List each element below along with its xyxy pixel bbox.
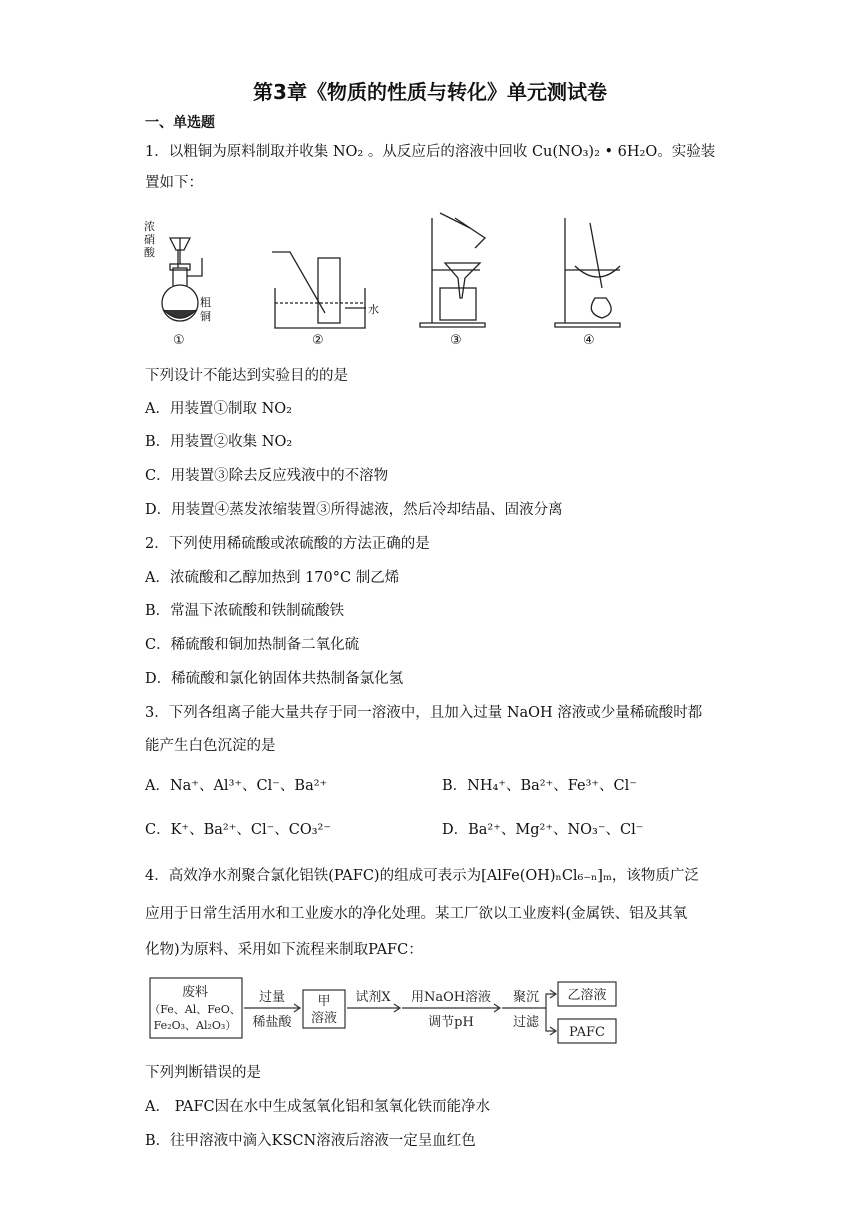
step4-bottom: 过滤 (512, 1015, 540, 1030)
q1-option-c: C．用装置③除去反应残液中的不溶物 (145, 468, 389, 484)
q4-formula: [AlFe(OH)ₙCl₆₋ₙ]ₘ (481, 868, 612, 884)
q4-stem-line1 (145, 866, 699, 886)
arrow-4b (546, 1008, 556, 1035)
step1-top: 过量 (258, 990, 286, 1005)
section-heading: 一、单选题 (145, 115, 215, 131)
q2-stem: 2．下列使用稀硫酸或浓硫酸的方法正确的是 (145, 536, 430, 552)
q2-option-b: B．常温下浓硫酸和铁制硫酸铁 (145, 603, 345, 619)
copper-label-1: 粗 (200, 296, 211, 309)
q4-stem-post: ，该物质广泛 (611, 868, 699, 884)
q3-stem-line1: 3．下列各组离子能大量共存于同一溶液中，且加入过量 NaOH 溶液或少量稀硫酸时都 (145, 705, 703, 721)
step3-top: 用NaOH溶液 (410, 990, 492, 1005)
apparatus-num-2: ② (312, 333, 324, 348)
q4-stem-pre: 4．高效净水剂聚合氯化铝铁(PAFC)的组成可表示为 (145, 868, 482, 884)
acid-label-2: 硝 (144, 233, 155, 246)
q1-prompt: 下列设计不能达到实验目的的是 (145, 368, 348, 384)
apparatus-2 (272, 252, 379, 348)
q1-stem-line1: 1．以粗铜为原料制取并收集 NO₂ 。从反应后的溶液中回收 Cu(NO₃)₂ • 6H₂O。实验装 (145, 144, 716, 160)
arrow-3 (402, 1004, 500, 1012)
q3-option-a: A．Na⁺、Al³⁺、Cl⁻、Ba²⁺ (145, 778, 328, 794)
jia-1: 甲 (317, 994, 331, 1009)
out1-label: 乙溶液 (567, 988, 607, 1003)
apparatus-num-4: ④ (583, 333, 595, 348)
step2-label: 试剂X (355, 990, 391, 1005)
acid-label-1: 浓 (144, 220, 155, 233)
apparatus-figure (140, 208, 640, 350)
step3-bottom: 调节pH (428, 1015, 474, 1030)
arrow-1 (244, 1004, 300, 1012)
q1-option-a: A．用装置①制取 NO₂ (145, 401, 292, 417)
q2-option-c: C．稀硫酸和铜加热制备二氧化硫 (145, 637, 360, 653)
q4-prompt: 下列判断错误的是 (145, 1065, 261, 1081)
waste-line2: Fe₂O₃、Al₂O₃） (153, 1019, 237, 1032)
arrow-2 (347, 1004, 400, 1012)
q4-option-a: A． PAFC因在水中生成氢氧化铝和氢氧化铁而能净水 (145, 1099, 491, 1115)
apparatus-3 (420, 213, 485, 348)
q3-option-c: C．K⁺、Ba²⁺、Cl⁻、CO₃²⁻ (145, 822, 331, 838)
apparatus-num-3: ③ (450, 333, 462, 348)
apparatus-num-1: ① (173, 333, 185, 348)
step1-bottom: 稀盐酸 (252, 1015, 292, 1030)
q3-option-b: B．NH₄⁺、Ba²⁺、Fe³⁺、Cl⁻ (442, 778, 637, 794)
q3-option-d: D．Ba²⁺、Mg²⁺、NO₃⁻、Cl⁻ (442, 822, 644, 838)
q4-stem-line2: 应用于日常生活用水和工业废水的净化处理。某工厂欲以工业废料(金属铁、铝及其氧 (145, 906, 688, 922)
jia-2: 溶液 (310, 1011, 338, 1026)
q1-option-d: D．用装置④蒸发浓缩装置③所得滤液，然后冷却结晶、固液分离 (145, 502, 563, 518)
out2-label: PAFC (569, 1025, 605, 1040)
q3-stem-line2: 能产生白色沉淀的是 (145, 738, 276, 754)
process-flowchart (148, 976, 620, 1052)
q2-option-d: D．稀硫酸和氯化钠固体共热制备氯化氢 (145, 671, 404, 687)
q4-stem-line3: 化物)为原料、采用如下流程来制取PAFC： (145, 942, 423, 958)
waste-line1: （Fe、Al、FeO、 (149, 1003, 241, 1016)
apparatus-4 (555, 218, 620, 348)
step4-top: 聚沉 (512, 990, 540, 1005)
q2-option-a: A．浓硫酸和乙醇加热到 170°C 制乙烯 (145, 570, 400, 586)
water-label: 水 (368, 303, 379, 316)
page-title: 第3章《物质的性质与转化》单元测试卷 (253, 80, 607, 104)
apparatus-1 (144, 219, 211, 348)
q1-option-b: B．用装置②收集 NO₂ (145, 434, 293, 450)
q1-stem-line2: 置如下： (145, 175, 203, 191)
copper-label-2: 铜 (200, 310, 211, 323)
q4-option-b: B．往甲溶液中滴入KSCN溶液后溶液一定呈血红色 (145, 1133, 476, 1149)
waste-title: 废料 (181, 985, 209, 1000)
acid-label-3: 酸 (144, 246, 155, 259)
